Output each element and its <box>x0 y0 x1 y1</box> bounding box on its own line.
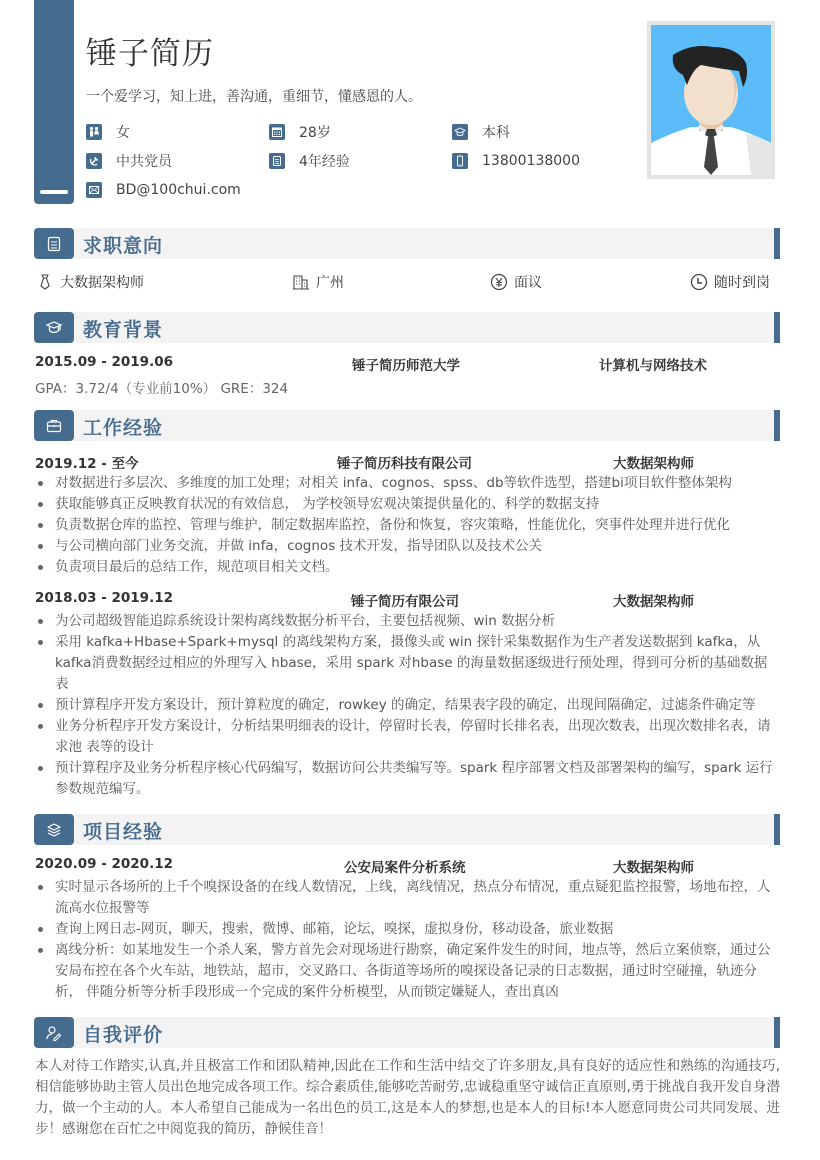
briefcase-icon <box>45 417 63 435</box>
resume-name: 锤子简历 <box>86 36 214 72</box>
city-value: 广州 <box>316 275 344 291</box>
resume-motto: 一个爱学习，知上进，善沟通，重细节，懂感恩的人。 <box>86 89 422 105</box>
availability-value: 随时到岗 <box>714 275 770 291</box>
yuan-icon <box>490 273 508 291</box>
list-item: 预计算程序及业务分析程序核心代码编写，数据访问公共类编写等。spark 程序部署文档及部署架构的编写，spark 运行参数规范编写。 <box>35 758 780 800</box>
section-title: 工作经验 <box>83 417 164 439</box>
age-value: 28岁 <box>299 125 331 141</box>
user-edit-icon <box>45 1024 63 1042</box>
intent-position <box>36 272 144 292</box>
clipboard-icon <box>269 153 285 169</box>
building-icon <box>292 273 310 291</box>
project-row <box>35 856 780 876</box>
phone-value: 13800138000 <box>482 153 580 169</box>
politics-value: 中共党员 <box>116 154 172 170</box>
layers-icon <box>45 821 63 839</box>
job-period: 2019.12 - 至今 <box>35 456 139 472</box>
salary-value: 面议 <box>514 275 542 291</box>
intent-salary <box>490 272 542 292</box>
section-endbar <box>774 1017 780 1048</box>
list-item: 负责数据仓库的监控、管理与维护，制定数据库监控，备份和恢复，容灾策略，性能优化，突事件处理并进行优化 <box>35 515 780 536</box>
info-gender <box>86 122 130 142</box>
job-row <box>35 452 780 472</box>
education-row <box>35 354 780 374</box>
experience-value: 4年经验 <box>299 154 350 170</box>
education-period: 2015.09 - 2019.06 <box>35 354 173 370</box>
email-value: BD@100chui.com <box>116 182 241 198</box>
list-item: 获取能够真正反映教育状况的有效信息， 为学校领导宏观决策提供量化的、科学的数据支持 <box>35 494 780 515</box>
info-experience <box>269 151 350 171</box>
project-name: 公安局案件分析系统 <box>344 860 466 876</box>
info-education <box>452 122 510 142</box>
job-role: 大数据架构师 <box>613 594 694 610</box>
avatar-photo <box>647 21 775 179</box>
section-header-self <box>34 1017 780 1048</box>
list-item: 实时显示各场所的上千个嗅探设备的在线人数情况，上线，离线情况，热点分布情况，重点疑犯监控报警，场地布控，人流高水位报警等 <box>35 877 780 919</box>
job-company: 锤子简历科技有限公司 <box>337 456 472 472</box>
work-badge <box>34 410 74 441</box>
intent-badge <box>34 228 74 259</box>
education-value: 本科 <box>482 125 510 141</box>
project-role: 大数据架构师 <box>613 860 694 876</box>
gender-icon <box>86 124 102 140</box>
gender-value: 女 <box>116 125 130 141</box>
info-age <box>269 122 331 142</box>
section-title: 项目经验 <box>83 821 164 843</box>
list-item: 采用 kafka+Hbase+Spark+mysql 的离线架构方案，摄像头或 win 探针采集数据作为生产者发送数据到 kafka，从kafka消费数据经过相应的外理写入 hbase，采用 spark 对hbase 的海量数据逐级进行预处理，得到可分析的基础数据表 <box>35 632 780 695</box>
section-header-project <box>34 814 780 845</box>
intent-availability <box>690 272 770 292</box>
list-item: 查询上网日志-网页，聊天，搜索，微博、邮箱，论坛，嗅探，虚拟身份，移动设备，旅业数据 <box>35 919 780 940</box>
party-emblem-icon <box>86 153 102 169</box>
accent-dash <box>40 190 68 194</box>
section-header-education <box>34 312 780 343</box>
section-endbar <box>774 410 780 441</box>
section-title: 自我评价 <box>83 1024 164 1046</box>
info-email <box>86 180 241 200</box>
self-badge <box>34 1017 74 1048</box>
info-politics <box>86 151 172 171</box>
list-item: 负责项目最后的总结工作，规范项目相关文档。 <box>35 557 780 578</box>
section-title: 教育背景 <box>83 319 164 341</box>
project-badge <box>34 814 74 845</box>
education-badge <box>34 312 74 343</box>
section-header-intent <box>34 228 780 259</box>
section-endbar <box>774 312 780 343</box>
list-item: 业务分析程序开发方案设计，分析结果明细表的设计，停留时长表，停留时长排名表，出现次数表，出现次数排名表，请求池 表等的设计 <box>35 716 780 758</box>
job-period: 2018.03 - 2019.12 <box>35 590 173 606</box>
calendar-icon <box>269 124 285 140</box>
section-endbar <box>774 814 780 845</box>
section-title: 求职意向 <box>83 235 164 257</box>
info-phone <box>452 151 580 171</box>
job-bullets <box>35 611 780 800</box>
clock-icon <box>690 273 708 291</box>
section-header-work <box>34 410 780 441</box>
job-bullets <box>35 473 780 578</box>
self-evaluation-text: 本人对待工作踏实,认真,并且极富工作和团队精神,因此在工作和生活中结交了许多朋友,具有良好的适应性和熟练的沟通技巧,相信能够协助主管人员出色地完成各项工作。综合素质佳,能够吃苦耐劳,忠诚稳重坚守诚信正直原则,勇于挑战自我开发自身潜力，做一个主动的人。本人希望自己能成为一名出色的员工,这是本人的梦想,也是本人的目标!本人愿意同贵公司共同发展、进步！感谢您在百忙之中阅览我的简历，静候佳音！ <box>35 1058 780 1137</box>
job-role: 大数据架构师 <box>613 456 694 472</box>
job-company: 锤子简历有限公司 <box>351 594 459 610</box>
avatar-illustration <box>651 25 771 175</box>
graduation-cap-icon <box>452 124 468 140</box>
section-endbar <box>774 228 780 259</box>
list-item: 预计算程序开发方案设计，预计算粒度的确定，rowkey 的确定，结果表字段的确定，出现间隔确定，过滤条件确定等 <box>35 695 780 716</box>
education-detail: GPA：3.72/4（专业前10%） GRE：324 <box>35 381 289 397</box>
list-item: 对数据进行多层次、多维度的加工处理；对相关 infa、cognos、spss、db等软件选型，搭建bi项目软件整体架构 <box>35 473 780 494</box>
header-accent-bar <box>34 0 74 204</box>
list-item: 离线分析：如某地发生一个杀人案，警方首先会对现场进行勘察，确定案件发生的时间，地点等，然后立案侦察，通过公安局布控在各个火车站，地铁站，超市，交叉路口、各街道等场所的嗅探设备记录的日志数据，通过时空碰撞，轨迹分析， 伴随分析等分析手段形成一个完成的案件分析模型，从而锁定嫌疑人，查出真凶 <box>35 940 780 1003</box>
education-major: 计算机与网络技术 <box>599 358 707 374</box>
education-school: 锤子简历师范大学 <box>352 358 460 374</box>
clipboard-icon <box>45 235 63 253</box>
envelope-icon <box>86 182 102 198</box>
project-period: 2020.09 - 2020.12 <box>35 856 173 872</box>
list-item: 为公司超级智能追踪系统设计架构离线数据分析平台，主要包括视频、win 数据分析 <box>35 611 780 632</box>
position-value: 大数据架构师 <box>60 275 144 291</box>
graduation-cap-icon <box>45 319 63 337</box>
project-bullets <box>35 877 780 1003</box>
tie-icon <box>36 273 54 291</box>
intent-city <box>292 272 344 292</box>
phone-icon <box>452 153 468 169</box>
job-row <box>35 590 780 610</box>
list-item: 与公司横向部门业务交流，并做 infa，cognos 技术开发，指导团队以及技术公关 <box>35 536 780 557</box>
